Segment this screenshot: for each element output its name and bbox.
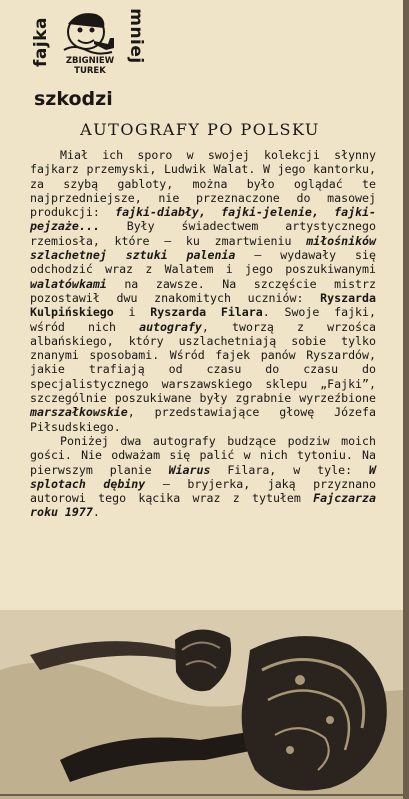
- italic-run: W splotach dębiny: [30, 462, 376, 491]
- text-run: — wydawały się odchodzić wraz z Walatem i jego poszukiwanymi: [30, 248, 376, 277]
- author-last-name: TUREK: [74, 66, 106, 76]
- caricature-icon: [58, 10, 116, 56]
- paragraph-2: [30, 434, 376, 520]
- italic-run: walatówkami: [30, 276, 107, 291]
- brand-word-szkodzi: szkodzi: [34, 88, 113, 110]
- author-first-name: ZBIGNIEW: [65, 56, 115, 66]
- text-run: Poniżej dwa autografy budzące podziw moich gości. Nie odważam się palić w nich tytoniu. Na pierwszym planie: [30, 433, 376, 477]
- italic-run: marszałkowskie: [30, 405, 128, 420]
- text-run: .: [92, 505, 100, 520]
- italic-run: autografy: [139, 319, 202, 334]
- article-body: [30, 148, 376, 520]
- bold-run: Ryszarda Kulpińskiego: [30, 290, 376, 320]
- author-name: [60, 56, 120, 76]
- column-header: [26, 8, 156, 108]
- brand-word-mniej: mniej: [125, 8, 146, 64]
- article-title: AUTOGRAFY PO POLSKU: [80, 120, 320, 139]
- text-run: na zawsze. Na szczęście mistrz pozostawił dwu znakomitych uczniów:: [30, 276, 376, 305]
- text-run: Filara, w tyle:: [210, 462, 369, 477]
- italic-run: Wiarus: [168, 462, 211, 477]
- text-run: Miał ich sporo w swojej kolekcji słynny fajkarz przemyski, Ludwik Walat. W jego kantorku, za szybą gabloty, można było oglądać te najprzedniejsze, nie przeznaczone do masowej produkcji:: [30, 148, 376, 220]
- bold-run: Ryszarda Filara: [150, 305, 263, 320]
- text-run: Były świadectwem artystycznego rzemiosła, które — ku zmartwieniu: [30, 219, 376, 248]
- text-run: . Swoje fajki, wśród nich: [30, 305, 376, 334]
- paragraph-1: [30, 148, 376, 434]
- brand-word-fajka: fajka: [30, 17, 51, 67]
- italic-run: fajki-diabły, fajki-jelenie, fajki-pejzaże...: [30, 205, 376, 234]
- text-run: i: [113, 305, 151, 320]
- text-run: , tworzą z wrzośca albańskiego, który uszlachetniają sobie tylko znanymi sposobami. Wśród fajek panów Ryszardów, jakie trafiają od czasu do czasu do specjalistycznego warszawskiego sklepu „Fajki”, szczególnie poszukiwane były zgrabnie wyrzeźbione: [30, 319, 377, 406]
- italic-run: Fajczarza roku 1977: [30, 491, 376, 520]
- text-run: — bryjerka, jaką przyznano autorowi tego kącika wraz z tytułem: [30, 476, 377, 506]
- carved-pipes-photo-icon: [0, 610, 403, 799]
- text-run: , przedstawiające głowę Józefa Piłsudskiego.: [30, 405, 376, 434]
- italic-run: miłośników szlachetnej sztuki palenia: [30, 233, 376, 263]
